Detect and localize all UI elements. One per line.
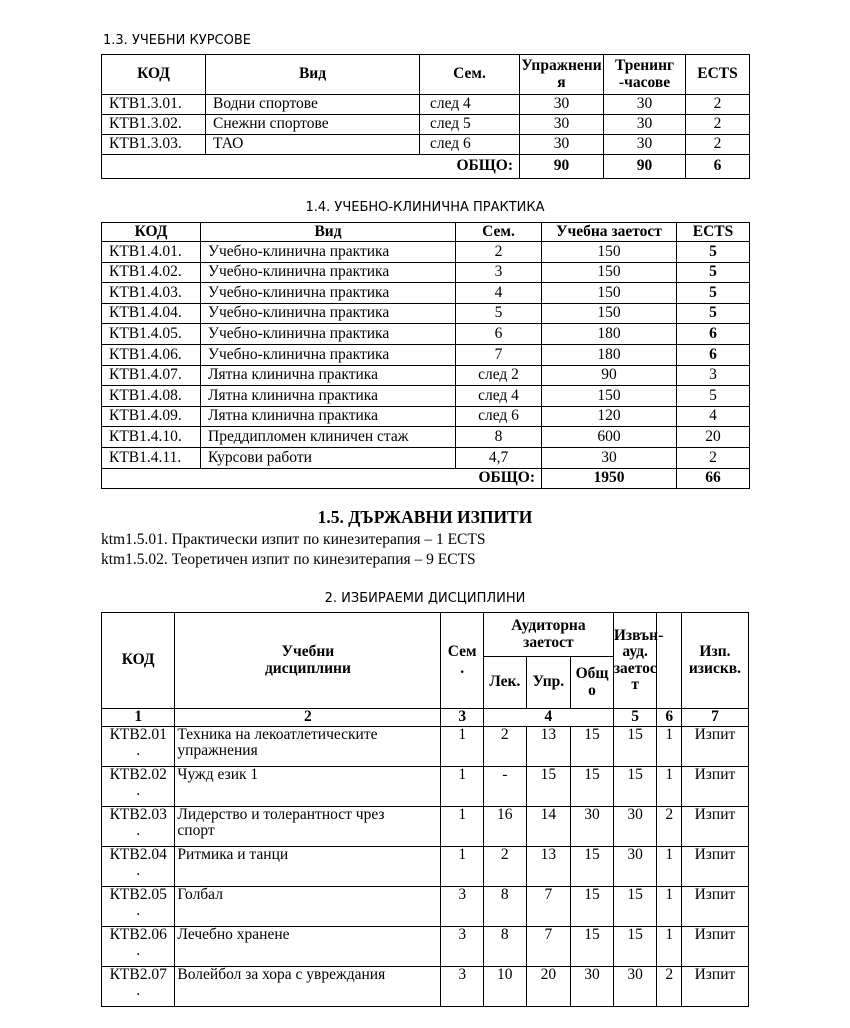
cell-total: 30 [571,807,614,847]
cell-type: ТАО [206,135,420,155]
header-sem [441,613,484,709]
cell-upr: 13 [526,727,571,767]
cell-type: Лятна клинична практика [201,365,456,386]
cell-discipline-line: Ритмика и танци [177,846,289,863]
table-row [102,406,750,427]
header-extra-line: ауд. [622,643,648,661]
cell-extra: 15 [613,727,657,767]
cell-code: КТВ1.4.04. [102,303,201,324]
cell-sem: 4,7 [456,447,542,468]
cell-lec: 2 [484,847,527,887]
table-row [102,303,750,324]
table-row [102,135,750,155]
header-total-line: Общ [575,665,609,683]
cell-discipline [175,887,441,927]
total-workload: 1950 [542,468,677,488]
cell-discipline [175,927,441,967]
column-number-row [102,709,749,727]
cell-type: Лятна клинична практика [201,386,456,407]
header-lec: Лек. [484,657,527,709]
practice-table [101,222,750,489]
cell-type: Учебно-клинична практика [201,344,456,365]
cell-sem: 6 [456,324,542,345]
column-number: 1 [102,709,175,727]
header-total [571,657,614,709]
cell-extra: 30 [613,807,657,847]
header-exam-line: Изп. [699,643,731,661]
header-ects: ECTS [677,223,750,242]
total-exercises: 90 [520,155,604,179]
cell-ects: 1 [657,727,681,767]
cell-type: Лятна клинична практика [201,406,456,427]
cell-upr: 13 [526,847,571,887]
header-sem: Сем. [456,223,542,242]
cell-type: Учебно-клинична практика [201,324,456,345]
header-type: Вид [206,55,420,95]
cell-workload: 120 [542,406,677,427]
total-label: ОБЩО: [102,155,520,179]
header-extra-line: Извън- [613,626,664,644]
table-row [102,767,749,807]
cell-sem: 3 [441,927,484,967]
column-number: 2 [175,709,441,727]
cell-training: 30 [604,135,686,155]
cell-training: 30 [604,95,686,115]
header-disciplines [175,613,441,709]
cell-exam: Изпит [681,727,748,767]
cell-sem: след 6 [456,406,542,427]
total-row [102,155,750,179]
cell-code-dot: . [136,862,141,880]
cell-total: 15 [571,927,614,967]
cell-code: КТВ1.4.06. [102,344,201,365]
cell-upr: 20 [526,967,571,1007]
table-row [102,887,749,927]
cell-code: КТВ1.4.05. [102,324,201,345]
cell-total: 15 [571,887,614,927]
cell-ects: 6 [677,324,750,345]
cell-sem: 1 [441,847,484,887]
cell-ects: 5 [677,283,750,304]
total-training: 90 [604,155,686,179]
cell-discipline [175,967,441,1007]
cell-code: КТВ1.4.10. [102,427,201,448]
cell-code-text: КТВ2.05 [109,886,167,903]
cell-extra: 15 [613,927,657,967]
electives-table [101,612,749,1007]
cell-discipline-line: упражнения [177,742,258,760]
cell-sem: след 2 [456,365,542,386]
total-label: ОБЩО: [102,468,542,488]
cell-sem: 1 [441,727,484,767]
table-row [102,115,750,135]
cell-workload: 30 [542,447,677,468]
table-row [102,344,750,365]
cell-ects: 2 [657,807,681,847]
table-header-row [102,223,750,242]
table-row [102,386,750,407]
cell-workload: 180 [542,344,677,365]
cell-total: 15 [571,847,614,887]
cell-workload: 600 [542,427,677,448]
table-row [102,967,749,1007]
header-training: Тренинг -часове [604,55,686,95]
cell-discipline [175,727,441,767]
cell-sem: 8 [456,427,542,448]
cell-ects: 5 [677,303,750,324]
table-row [102,427,750,448]
header-ects: ECTS [686,55,750,95]
table-row [102,807,749,847]
cell-sem: 1 [441,767,484,807]
cell-type: Курсови работи [201,447,456,468]
header-sem: Сем. [420,55,520,95]
cell-code-dot: . [136,822,141,840]
cell-training: 30 [604,115,686,135]
cell-lec: 10 [484,967,527,1007]
cell-code: КТВ1.3.01. [102,95,206,115]
cell-code [102,807,175,847]
cell-exercises: 30 [520,115,604,135]
cell-type: Снежни спортове [206,115,420,135]
cell-ects: 5 [677,242,750,263]
cell-ects: 2 [657,967,681,1007]
total-row [102,468,750,488]
cell-code [102,727,175,767]
cell-ects: 2 [677,447,750,468]
table-row [102,324,750,345]
cell-lec: 8 [484,927,527,967]
cell-extra: 15 [613,767,657,807]
cell-lec: 16 [484,807,527,847]
cell-code-dot: . [136,982,141,1000]
cell-discipline-line: Чужд език 1 [177,766,259,783]
cell-extra: 30 [613,847,657,887]
cell-code: КТВ1.4.02. [102,262,201,283]
cell-sem: 3 [441,887,484,927]
header-code: КОД [102,613,175,709]
cell-sem: след 4 [420,95,520,115]
cell-exam: Изпит [681,807,748,847]
cell-exam: Изпит [681,927,748,967]
cell-lec: 8 [484,887,527,927]
cell-code: КТВ1.4.03. [102,283,201,304]
header-sem-line: . [460,659,465,677]
header-auditory [484,613,614,657]
header-extra-line: заетос [613,659,657,677]
cell-ects: 5 [677,386,750,407]
cell-sem: 5 [456,303,542,324]
header-code: КОД [102,55,206,95]
cell-code-dot: . [136,782,141,800]
cell-sem: след 4 [456,386,542,407]
cell-sem: 2 [456,242,542,263]
cell-ects: 2 [686,115,750,135]
cell-exam: Изпит [681,967,748,1007]
cell-upr: 7 [526,927,571,967]
header-upr: Упр. [526,657,571,709]
cell-sem: 1 [441,807,484,847]
cell-ects: 3 [677,365,750,386]
cell-exercises: 30 [520,95,604,115]
section-2-caption: 2. ИЗБИРАЕМИ ДИСЦИПЛИНИ [324,591,526,606]
cell-ects: 1 [657,887,681,927]
cell-discipline-line: Лечебно хранене [177,926,290,943]
cell-type: Преддипломен клиничен стаж [201,427,456,448]
cell-code: КТВ1.3.03. [102,135,206,155]
cell-sem: след 5 [420,115,520,135]
cell-workload: 180 [542,324,677,345]
table-row [102,95,750,115]
cell-exam: Изпит [681,847,748,887]
cell-ects: 6 [677,344,750,365]
table-row [102,242,750,263]
table-row [102,927,749,967]
column-number: 5 [613,709,657,727]
header-exam-line: изискв. [688,659,742,677]
cell-discipline-line: Техника на лекоатлетическите [177,726,378,743]
cell-code: КТВ1.4.08. [102,386,201,407]
table-row [102,262,750,283]
cell-sem: 3 [441,967,484,1007]
cell-discipline [175,767,441,807]
section-1-3-caption: 1.3. УЧЕБНИ КУРСОВЕ [103,33,251,48]
column-number: 7 [681,709,748,727]
cell-discipline-line: Голбал [177,886,223,903]
state-exam-line: ktm1.5.01. Практически изпит по кинезитерапия – 1 ECTS [101,531,486,548]
cell-extra: 15 [613,887,657,927]
table-row [102,365,750,386]
cell-workload: 150 [542,386,677,407]
table-header-row [102,55,750,95]
total-ects: 66 [677,468,750,488]
cell-code-text: КТВ2.07 [109,966,167,983]
cell-discipline [175,847,441,887]
cell-code [102,767,175,807]
header-auditory-line: заетост [523,633,574,651]
cell-discipline-line: Волейбол за хора с увреждания [177,966,386,983]
cell-code: КТВ1.4.09. [102,406,201,427]
cell-total: 15 [571,767,614,807]
cell-sem: след 6 [420,135,520,155]
cell-type: Учебно-клинична практика [201,303,456,324]
cell-code-dot: . [136,742,141,760]
cell-total: 30 [571,967,614,1007]
cell-ects: 4 [677,406,750,427]
cell-total: 15 [571,727,614,767]
cell-workload: 90 [542,365,677,386]
cell-exam: Изпит [681,767,748,807]
cell-lec: 2 [484,727,527,767]
header-extra-line: т [631,675,639,693]
column-number: 4 [484,709,614,727]
cell-ects: 5 [677,262,750,283]
table-row [102,847,749,887]
cell-sem: 4 [456,283,542,304]
cell-type: Учебно-клинична практика [201,283,456,304]
cell-ects: 2 [686,95,750,115]
cell-code: КТВ1.3.02. [102,115,206,135]
cell-workload: 150 [542,303,677,324]
cell-code-text: КТВ2.06 [109,926,167,943]
cell-workload: 150 [542,283,677,304]
header-workload: Учебна заетост [542,223,677,242]
cell-lec: - [484,767,527,807]
cell-code-dot: . [136,942,141,960]
cell-upr: 7 [526,887,571,927]
cell-code-text: КТВ2.01 [109,726,167,743]
header-extra-auditory [613,613,664,709]
cell-code: КТВ1.4.07. [102,365,201,386]
cell-code [102,927,175,967]
cell-exercises: 30 [520,135,604,155]
cell-ects: 1 [657,767,681,807]
section-1-5-title: 1.5. ДЪРЖАВНИ ИЗПИТИ [317,507,533,527]
header-exam [681,613,748,709]
header-disciplines-line: Учебни [281,643,335,661]
cell-exam: Изпит [681,887,748,927]
cell-ects: 20 [677,427,750,448]
cell-code-text: КТВ2.03 [109,806,167,823]
header-sem-line: Сем [447,643,477,661]
cell-code: КТВ1.4.11. [102,447,201,468]
cell-discipline [175,807,441,847]
cell-code [102,847,175,887]
state-exam-line: ktm1.5.02. Теоретичен изпит по кинезитерапия – 9 ECTS [101,551,476,568]
cell-code-dot: . [136,902,141,920]
cell-code [102,967,175,1007]
cell-upr: 14 [526,807,571,847]
header-code: КОД [102,223,201,242]
cell-discipline-line: спорт [177,822,215,840]
cell-ects: 2 [686,135,750,155]
cell-type: Водни спортове [206,95,420,115]
column-number: 3 [441,709,484,727]
cell-ects: 1 [657,927,681,967]
cell-ects: 1 [657,847,681,887]
cell-sem: 3 [456,262,542,283]
table-row [102,283,750,304]
header-auditory-line: Аудиторна [511,617,586,635]
cell-type: Учебно-клинична практика [201,262,456,283]
section-1-4-caption: 1.4. УЧЕБНО-КЛИНИЧНА ПРАКТИКА [305,200,545,215]
cell-code [102,887,175,927]
cell-workload: 150 [542,242,677,263]
cell-code-text: КТВ2.02 [109,766,167,783]
header-total-line: о [588,681,596,699]
cell-extra: 30 [613,967,657,1007]
cell-sem: 7 [456,344,542,365]
cell-code: КТВ1.4.01. [102,242,201,263]
table-header-row [102,613,749,657]
cell-workload: 150 [542,262,677,283]
courses-table [101,54,750,179]
column-number: 6 [657,709,681,727]
header-exercises: Упражнени я [520,55,604,95]
cell-discipline-line: Лидерство и толерантност чрез [177,806,385,823]
cell-upr: 15 [526,767,571,807]
cell-type: Учебно-клинична практика [201,242,456,263]
table-row [102,727,749,767]
header-type: Вид [201,223,456,242]
total-ects: 6 [686,155,750,179]
table-row [102,447,750,468]
cell-code-text: КТВ2.04 [109,846,167,863]
header-disciplines-line: дисциплини [264,659,351,677]
